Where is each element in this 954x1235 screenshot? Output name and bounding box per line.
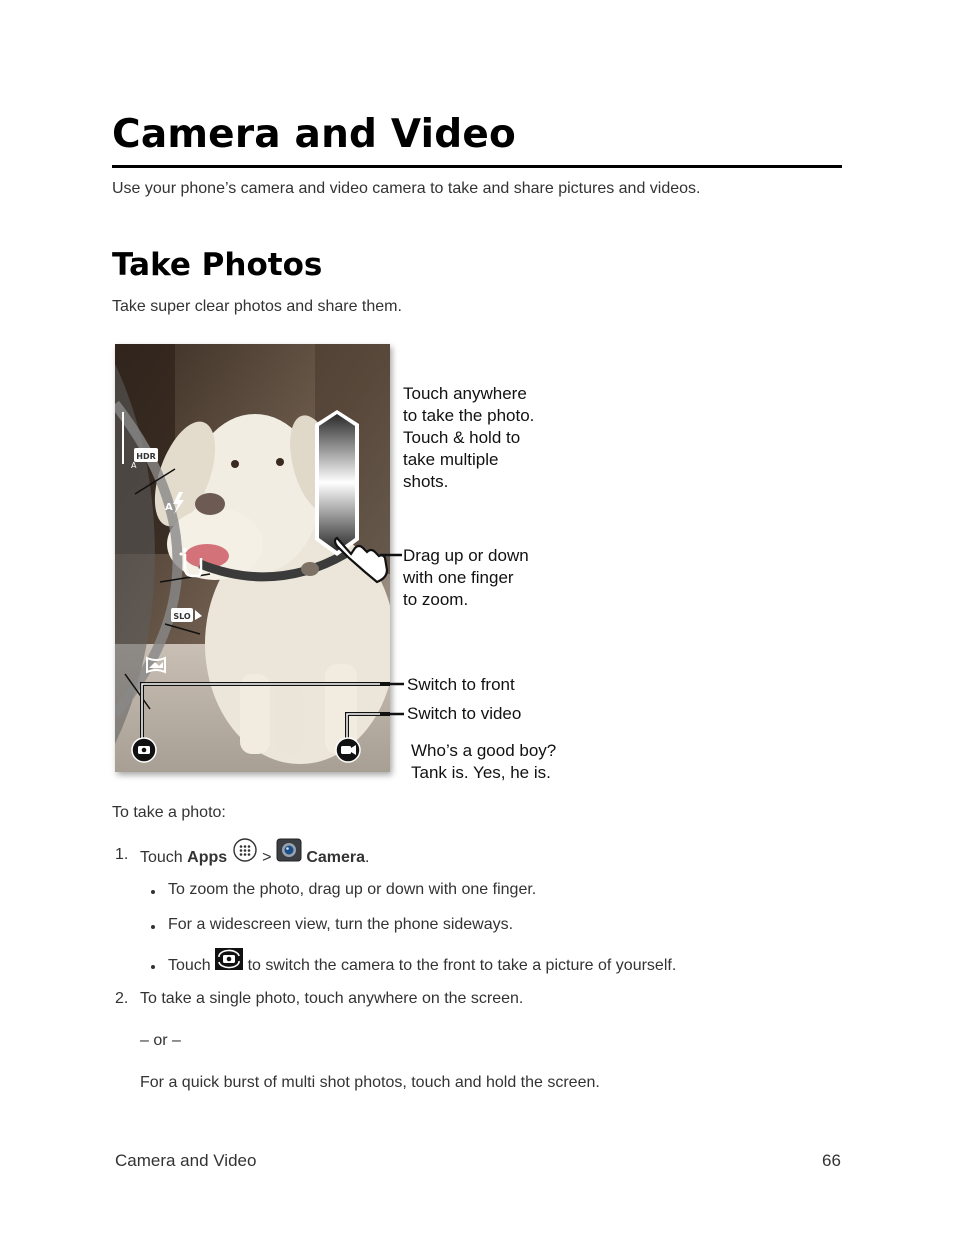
footer-section: Camera and Video — [115, 1151, 257, 1170]
step-1-apps: Apps — [187, 849, 228, 866]
camera-screenshot — [115, 344, 390, 772]
bullet-switch — [168, 948, 676, 975]
title-rule — [112, 165, 842, 168]
step-1-number: 1. — [115, 846, 129, 863]
camera-viewfinder — [115, 344, 390, 772]
switch-camera-icon — [215, 948, 243, 975]
step-2-or: – or – — [140, 1032, 181, 1049]
step-1-touch: Touch — [140, 849, 183, 866]
section-title: Take Photos — [112, 247, 323, 283]
camera-app-icon — [276, 838, 302, 867]
step-2-number: 2. — [115, 990, 129, 1007]
zoom-slider[interactable] — [315, 410, 359, 556]
bullet-dot — [151, 965, 155, 969]
section-intro: Take super clear photos and share them. — [112, 298, 402, 315]
hdr-label: HDR — [136, 452, 156, 461]
footer-page-number: 66 — [822, 1151, 841, 1170]
hdr-sub-label: A — [131, 461, 137, 470]
bullet-switch-rest: to switch the camera to the front to take a picture of yourself. — [247, 957, 677, 974]
callout-video: Switch to video — [407, 704, 522, 723]
switch-video-button[interactable] — [336, 738, 360, 762]
callout-caption: Who’s a good boy? Tank is. Yes, he is. — [411, 741, 557, 782]
step-1-gt: > — [262, 849, 272, 866]
step-2-burst: For a quick burst of multi shot photos, touch and hold the screen. — [140, 1074, 600, 1091]
apps-icon — [232, 838, 258, 867]
step-1-text — [140, 838, 369, 867]
step-2-text: To take a single photo, touch anywhere on the screen. — [140, 990, 524, 1007]
callout-drag: Drag up or down with one finger to zoom. — [403, 546, 529, 609]
step-1-camera: Camera — [306, 849, 366, 866]
callout-front: Switch to front — [407, 675, 515, 694]
bullet-zoom: To zoom the photo, drag up or down with one finger. — [168, 881, 537, 898]
bullet-dot — [151, 890, 155, 894]
step-1-period: . — [365, 849, 370, 866]
bullet-widescreen: For a widescreen view, turn the phone sideways. — [168, 916, 514, 933]
steps-lead: To take a photo: — [112, 804, 226, 821]
switch-front-camera-button[interactable] — [132, 738, 156, 762]
bullet-switch-touch: Touch — [168, 957, 211, 974]
page-title: Camera and Video — [112, 112, 516, 157]
slo-label: SLO — [173, 612, 191, 621]
flash-mode-label: A — [165, 502, 173, 513]
page-intro: Use your phone’s camera and video camera to take and share pictures and videos. — [112, 180, 701, 197]
bullet-dot — [151, 925, 155, 929]
callout-touch: Touch anywhere to take the photo. Touch & hold to take multiple shots. — [403, 384, 535, 491]
